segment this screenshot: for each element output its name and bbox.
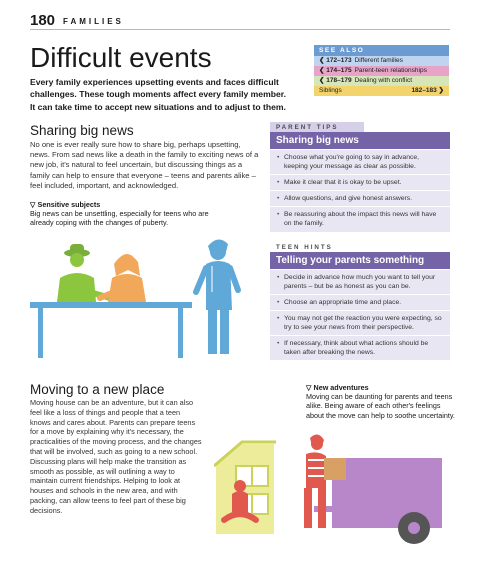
list-item: • Make it clear that it is okay to be upset. [270,174,450,190]
see-also-link-different-families[interactable] [314,56,449,66]
see-also-link-siblings[interactable] [314,86,449,96]
see-also-text: Siblings [319,87,342,94]
header-rule [30,29,450,30]
see-also-ref: ❮ 174–175 [319,67,352,74]
see-also-text: Dealing with conflict [354,77,413,84]
orange-parent-figure [100,254,146,302]
page-title: Difficult events [30,42,212,73]
list-item: • Decide in advance how much you want to tell your parents – but be as honest as you can be. [270,269,450,294]
list-item: • You may not get the reaction you were expecting, so try to see your news from their perspective. [270,310,450,335]
list-item: • Choose an appropriate time and place. [270,294,450,310]
moving-caption-title: ▽ New adventures [306,383,369,392]
list-item: • Allow questions, and give honest answers. [270,190,450,206]
section-label: FAMILIES [63,17,124,26]
list-item: • If necessary, think about what actions should be taken after breaking the news. [270,335,450,360]
sharing-body: No one is ever really sure how to share big, perhaps upsetting, news. From sad news like a death in the family to exciting news of a new job, it's natural to feel uncertain, but discussing things as a family can help to ensure that everyone – teens and parents alike – feel included, important, and acknowledged. [30,140,259,190]
see-also-ref: ❮ 178–179 [319,77,352,84]
moving-caption: Moving can be daunting for parents and teens alike. Being aware of each other's feelings about the move can help to soothe uncertainty. [306,392,455,420]
list-item: • Be reassuring about the impact this news will have on the family. [270,206,450,231]
see-also-page: 182–183 ❯ [411,87,444,94]
parent-tips-list [270,149,450,231]
parent-tips-heading: Sharing big news [270,132,450,149]
see-also-label: SEE ALSO [314,45,449,56]
see-also-text: Parent-teen relationships [354,67,427,74]
moving-heading: Moving to a new place [30,382,165,397]
sharing-heading: Sharing big news [30,123,134,138]
see-also-ref: ❮ 172–173 [319,57,352,64]
teen-hints-list [270,269,450,360]
teen-hints-heading: Telling your parents something [270,252,450,269]
list-item: • Choose what you're going to say in advance, keeping your message as clear as possible. [270,149,450,174]
see-also-text: Different families [354,57,403,64]
sharing-caption-title: ▽ Sensitive subjects [30,200,101,209]
intro-text: Every family experiences upsetting events and faces difficult challenges. These tough moments affect every family member. It can take time to accept new situations and to adjust to them. [30,77,286,112]
see-also-link-conflict[interactable] [314,76,449,86]
family-table-illustration [30,232,258,360]
teen-hints-box [270,252,450,360]
teen-hints-label: TEEN HINTS [270,242,364,253]
page-number: 180 [30,12,56,29]
moving-body: Moving house can be an adventure, but it can also feel like a loss of things and people that a teen knows and cares about. Parents can prepare teens for a move by explaining why it's necessary, the practicalities of the moving process, and the changes that will be involved, such as going to a new school. Discussing plans will help make the transition as smooth as possible, as will outlining a way to maintain current friendships. Helping to look at houses and schools in the new area, and with packing, can allow teens to feel part of these big decisions. [30,398,202,515]
sharing-caption: Big news can be unsettling, especially for teens who are already coping with the changes of puberty. [30,209,209,228]
see-also-box [314,45,449,96]
moving-illustration [214,430,454,558]
see-also-link-parent-teen[interactable] [314,66,449,76]
blue-teen-figure [196,239,238,354]
green-parent-figure [57,244,110,302]
parent-tips-label: PARENT TIPS [270,122,364,133]
parent-tips-box [270,132,450,232]
